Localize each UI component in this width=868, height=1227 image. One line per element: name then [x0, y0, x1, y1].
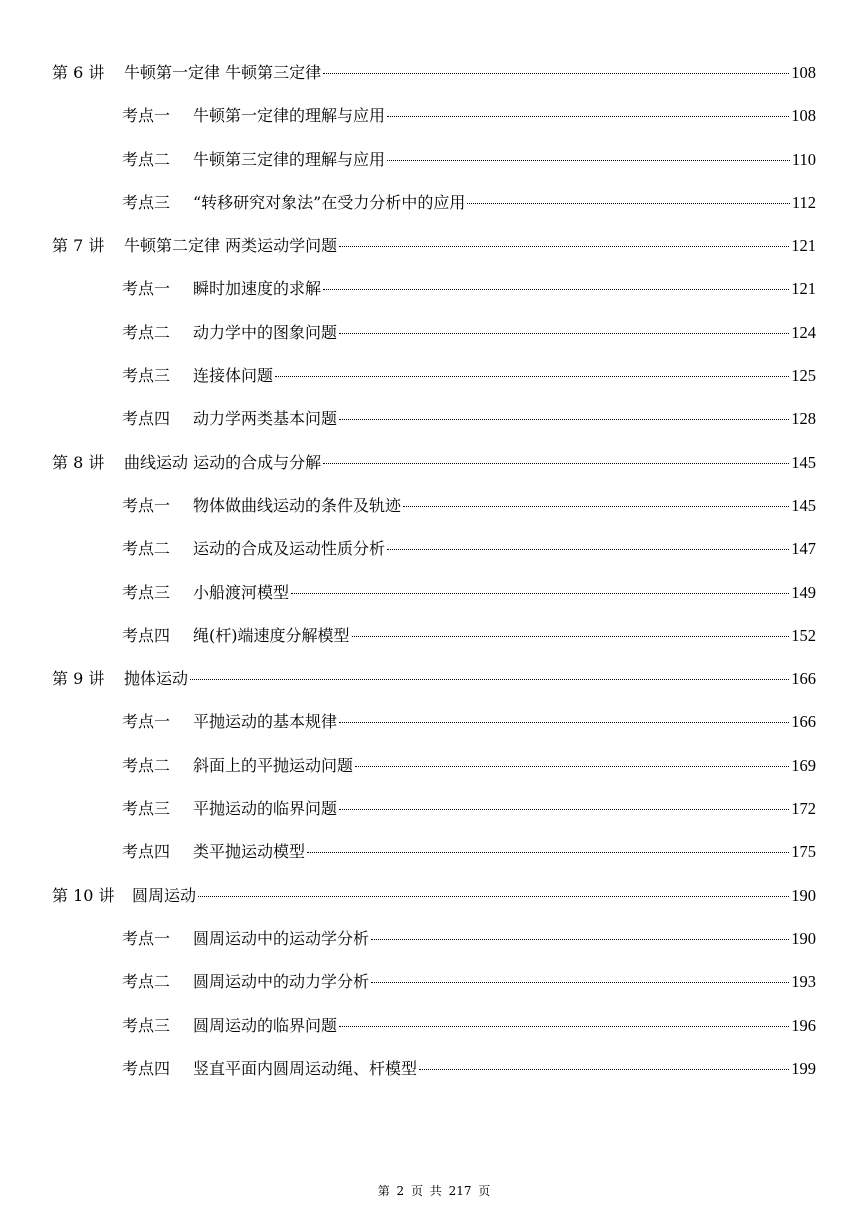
section-label: 考点二: [122, 322, 171, 342]
chapter-number: 第 8 讲: [52, 452, 105, 472]
dot-leader: [339, 246, 789, 247]
toc-section-row[interactable]: [52, 148, 816, 191]
section-title: 牛顿第一定律的理解与应用: [193, 106, 386, 126]
section-label: 考点一: [122, 106, 171, 126]
page-number: 121: [791, 236, 816, 256]
dot-leader: [352, 636, 790, 637]
toc-section-row[interactable]: [52, 710, 816, 753]
toc-chapter-row[interactable]: [52, 451, 816, 494]
chapter-title: 圆周运动: [132, 885, 197, 905]
section-label: 考点三: [122, 799, 171, 819]
dot-leader: [419, 1069, 789, 1070]
section-label: 考点三: [122, 1015, 171, 1035]
chapter-number: 第 9 讲: [52, 669, 105, 689]
page-number: 145: [791, 452, 816, 472]
dot-leader: [339, 333, 789, 334]
dot-leader: [323, 463, 789, 464]
page-number: 166: [791, 669, 816, 689]
toc-section-row[interactable]: [52, 797, 816, 840]
section-label: 考点四: [122, 409, 171, 429]
section-title: “转移研究对象法”在受力分析中的应用: [193, 192, 466, 212]
section-title: 运动的合成及运动性质分析: [193, 539, 386, 559]
page-number: 172: [791, 799, 816, 819]
section-title: 类平抛运动模型: [193, 842, 306, 862]
page-number: 149: [791, 582, 816, 602]
page-footer: 第 2 页 共 217 页: [377, 1184, 491, 1198]
toc-section-row[interactable]: [52, 537, 816, 580]
dot-leader: [467, 203, 789, 204]
toc-section-row[interactable]: [52, 754, 816, 797]
dot-leader: [387, 116, 789, 117]
page-number: 196: [791, 1015, 816, 1035]
section-label: 考点四: [122, 842, 171, 862]
section-label: 考点三: [122, 582, 171, 602]
section-title: 瞬时加速度的求解: [193, 279, 322, 299]
section-title: 圆周运动中的运动学分析: [193, 928, 370, 948]
page-number: 125: [791, 366, 816, 386]
page-number: 169: [791, 755, 816, 775]
toc-section-row[interactable]: [52, 321, 816, 364]
chapter-number: 第 10 讲: [52, 885, 115, 905]
section-label: 考点一: [122, 279, 171, 299]
dot-leader: [339, 722, 789, 723]
chapter-title: 曲线运动 运动的合成与分解: [124, 452, 322, 472]
page-number: 190: [791, 885, 816, 905]
dot-leader: [307, 852, 789, 853]
dot-leader: [403, 506, 789, 507]
dot-leader: [355, 766, 789, 767]
page-number: 124: [791, 322, 816, 342]
page-number: 193: [791, 972, 816, 992]
toc-chapter-row[interactable]: [52, 234, 816, 277]
section-label: 考点四: [122, 1058, 171, 1078]
toc-section-row[interactable]: [52, 1014, 816, 1057]
section-label: 考点一: [122, 928, 171, 948]
dot-leader: [198, 896, 789, 897]
page-number: 147: [791, 539, 816, 559]
toc-section-row[interactable]: [52, 277, 816, 320]
page-number: 108: [791, 106, 816, 126]
section-title: 圆周运动的临界问题: [193, 1015, 338, 1035]
page-number: 108: [791, 63, 816, 82]
section-label: 考点二: [122, 539, 171, 559]
toc-section-row[interactable]: [52, 927, 816, 970]
page-number: 112: [791, 192, 816, 212]
chapter-title: 抛体运动: [124, 669, 189, 689]
toc-chapter-row[interactable]: [52, 667, 816, 710]
page-number: 175: [791, 842, 816, 862]
section-title: 动力学中的图象问题: [193, 322, 338, 342]
toc-section-row[interactable]: [52, 494, 816, 537]
dot-leader: [275, 376, 789, 377]
section-label: 考点二: [122, 149, 171, 169]
toc-section-row[interactable]: [52, 407, 816, 450]
dot-leader: [291, 593, 789, 594]
section-title: 平抛运动的基本规律: [193, 712, 338, 732]
page-number: 145: [791, 495, 816, 515]
section-label: 考点二: [122, 755, 171, 775]
section-title: 竖直平面内圆周运动绳、杆模型: [193, 1058, 418, 1078]
dot-leader: [339, 419, 789, 420]
section-label: 考点三: [122, 366, 171, 386]
section-label: 考点一: [122, 495, 171, 515]
dot-leader: [387, 160, 790, 161]
section-title: 小船渡河模型: [193, 582, 290, 602]
page-number: 166: [791, 712, 816, 732]
dot-leader: [339, 809, 789, 810]
section-title: 连接体问题: [193, 366, 274, 386]
section-label: 考点三: [122, 192, 171, 212]
section-title: 平抛运动的临界问题: [193, 799, 338, 819]
dot-leader: [323, 73, 789, 74]
table-of-contents: [52, 61, 816, 1100]
section-title: 牛顿第三定律的理解与应用: [193, 149, 386, 169]
dot-leader: [371, 982, 789, 983]
section-title: 绳(杆)端速度分解模型: [193, 625, 350, 645]
toc-section-row[interactable]: [52, 624, 816, 667]
toc-section-row[interactable]: [52, 191, 816, 234]
section-title: 物体做曲线运动的条件及轨迹: [193, 495, 402, 515]
dot-leader: [371, 939, 789, 940]
dot-leader: [190, 679, 789, 680]
toc-section-row[interactable]: [52, 840, 816, 883]
chapter-number: 第 6 讲: [52, 63, 105, 82]
toc-section-row[interactable]: [52, 581, 816, 624]
chapter-number: 第 7 讲: [52, 236, 105, 256]
section-title: 斜面上的平抛运动问题: [193, 755, 354, 775]
section-label: 考点一: [122, 712, 171, 732]
page-number: 121: [791, 279, 816, 299]
toc-chapter-row[interactable]: [52, 61, 816, 104]
dot-leader: [339, 1026, 789, 1027]
page-number: 152: [791, 625, 816, 645]
section-title: 动力学两类基本问题: [193, 409, 338, 429]
toc-section-row[interactable]: [52, 1057, 816, 1100]
chapter-title: 牛顿第一定律 牛顿第三定律: [124, 63, 322, 82]
page-number: 110: [791, 149, 816, 169]
toc-section-row[interactable]: [52, 970, 816, 1013]
chapter-title: 牛顿第二定律 两类运动学问题: [124, 236, 338, 256]
section-label: 考点四: [122, 625, 171, 645]
page-number: 128: [791, 409, 816, 429]
toc-section-row[interactable]: [52, 364, 816, 407]
toc-section-row[interactable]: [52, 104, 816, 147]
page-number: 190: [791, 928, 816, 948]
section-title: 圆周运动中的动力学分析: [193, 972, 370, 992]
toc-chapter-row[interactable]: [52, 884, 816, 927]
section-label: 考点二: [122, 972, 171, 992]
dot-leader: [387, 549, 789, 550]
page-number: 199: [791, 1058, 816, 1078]
dot-leader: [323, 289, 789, 290]
